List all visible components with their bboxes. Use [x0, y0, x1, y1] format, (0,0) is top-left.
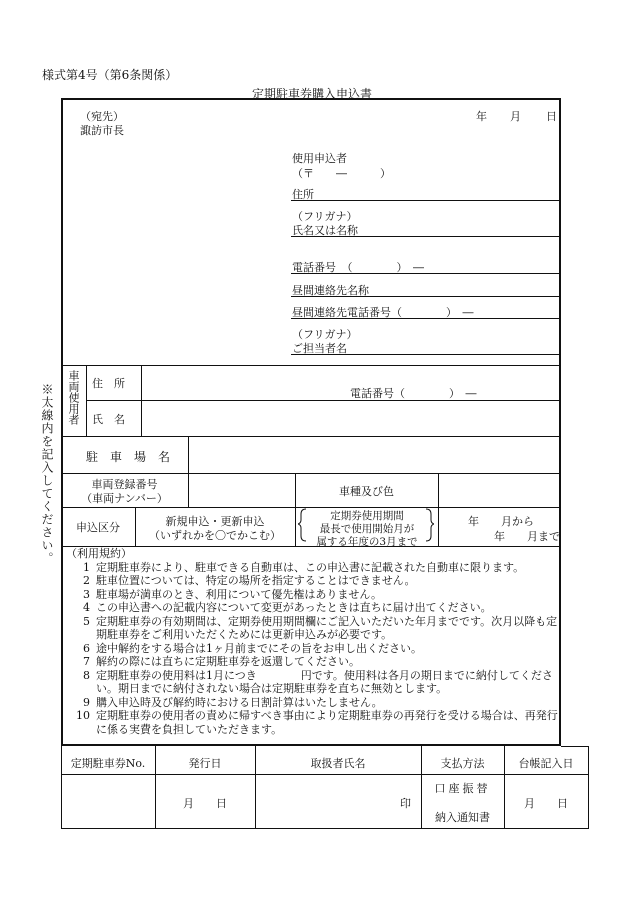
- addressee: 諏訪市長: [80, 124, 124, 137]
- side-note: ※太線内を記入してください。: [40, 383, 54, 565]
- term-number: 9: [83, 695, 90, 709]
- day-phone-field[interactable]: 昼間連絡先電話番号（ ） ―: [292, 306, 474, 319]
- term-item: [66, 709, 558, 736]
- date-month: 月: [510, 110, 521, 123]
- period-to-field[interactable]: 年 月まで: [494, 530, 560, 543]
- office-row-line: [561, 746, 589, 747]
- office-payment-notice: 納入通知書: [435, 811, 490, 824]
- col-line: [438, 473, 439, 507]
- period-line-2: 最長で使用開始月が: [319, 523, 415, 535]
- date-day: 日: [546, 110, 557, 123]
- furigana-label: （フリガナ）: [292, 210, 358, 223]
- term-item: [66, 615, 558, 642]
- term-text: 購入申込時及び解約時における日割計算はいたしません。: [96, 695, 383, 709]
- office-header-handler: 取扱者氏名: [310, 757, 366, 770]
- day-contact-underline: [291, 296, 561, 297]
- office-seal: 印: [400, 797, 411, 810]
- address-field[interactable]: 住所: [292, 188, 314, 201]
- office-payment-transfer: 口座振替: [434, 782, 491, 795]
- term-item: [66, 588, 558, 602]
- col-line: [438, 507, 439, 546]
- page-title: 定期駐車券購入申込書: [252, 87, 373, 101]
- contact-furigana-label: （フリガナ）: [292, 328, 358, 341]
- address-underline: [291, 200, 561, 201]
- col-line: [188, 473, 189, 507]
- application-option[interactable]: 新規申込・更新申込: [165, 515, 265, 528]
- vehicle-user-name-label: 氏 名: [92, 413, 125, 426]
- term-item: [66, 669, 558, 696]
- term-number: 3: [83, 587, 90, 601]
- term-number: 5: [83, 614, 90, 628]
- vehicle-reg-label: 車両登録番号: [91, 478, 158, 491]
- row-line: [86, 400, 561, 401]
- day-phone-underline: [291, 318, 561, 319]
- row-line: [61, 365, 561, 366]
- office-row-line: [61, 774, 589, 775]
- vehicle-user-label: 車両使用者: [67, 370, 80, 425]
- office-header-ledger: 台帳記入日: [518, 757, 574, 770]
- vehicle-type-color-label: 車種及び色: [339, 485, 394, 498]
- col-line: [295, 507, 296, 546]
- term-number: 1: [83, 560, 90, 574]
- term-text: 定期駐車券の使用者の責めに帰すべき事由により定期駐車券の再発行を受ける場合は、再発行に係る実費を負担していただきます。: [96, 709, 558, 736]
- row-line: [61, 473, 561, 474]
- form-number: 様式第4号（第6条関係）: [42, 68, 178, 82]
- postal-field[interactable]: （〒 ― ）: [292, 167, 391, 180]
- day-contact-field[interactable]: 昼間連絡先名称: [292, 284, 369, 297]
- period-from-field[interactable]: 年 月から: [468, 515, 534, 528]
- term-text: この申込書への記載内容について変更があったときは直ちに届け出てください。: [96, 601, 492, 614]
- office-header-payment: 支払方法: [440, 757, 485, 770]
- term-item: [66, 655, 558, 669]
- contact-person-underline: [291, 354, 561, 355]
- term-text: 駐車場が満車のとき、利用について優先権はありません。: [96, 587, 382, 601]
- term-number: 6: [83, 641, 90, 655]
- name-field[interactable]: 氏名又は名称: [292, 224, 358, 237]
- term-item: [66, 642, 558, 656]
- term-number: 7: [83, 655, 90, 668]
- contact-person-field[interactable]: ご担当者名: [292, 342, 347, 355]
- col-line: [188, 436, 189, 473]
- term-number: 8: [83, 668, 90, 682]
- term-item: [66, 561, 558, 575]
- term-number: 2: [83, 574, 90, 587]
- phone-field[interactable]: 電話番号 （ ） ―: [292, 261, 424, 274]
- vehicle-user-address-label: 住 所: [92, 377, 125, 390]
- col-line: [141, 365, 142, 436]
- term-item: [66, 696, 558, 710]
- col-line: [86, 365, 87, 436]
- office-issue-date: 月 日: [183, 797, 227, 810]
- term-text: 解約の際には直ちに定期駐車券を返還してください。: [96, 655, 360, 668]
- phone-underline: [291, 273, 561, 274]
- term-text: 途中解約をする場合は1ヶ月前までにその旨をお申し出ください。: [96, 641, 422, 655]
- period-line-1: 定期券使用期間: [330, 510, 404, 522]
- addressee-label: （宛先）: [80, 110, 124, 123]
- application-option-sub: （いずれかを〇でかこむ）: [149, 529, 281, 542]
- term-number: 10: [76, 709, 90, 722]
- term-text: 定期駐車券により、駐車できる自動車は、この申込書に記載された自動車に限ります。: [96, 560, 525, 574]
- terms-section: [66, 547, 558, 736]
- date-year: 年: [476, 110, 487, 123]
- term-item: [66, 574, 558, 588]
- vehicle-reg-sub: （車両ナンバー）: [81, 492, 168, 505]
- office-header-issue-date: 発行日: [188, 757, 222, 770]
- application-type-label: 申込区分: [76, 521, 120, 534]
- vehicle-user-phone-field[interactable]: 電話番号（ ） ―: [350, 387, 477, 400]
- terms-heading: （利用規約）: [66, 547, 132, 560]
- name-underline: [291, 236, 561, 237]
- period-line-3: 属する年度の3月まで: [316, 536, 418, 548]
- office-col-line: [588, 746, 589, 828]
- office-header-ticket-no: 定期駐車券No.: [70, 757, 146, 770]
- applicant-heading: 使用申込者: [292, 152, 347, 165]
- term-text: 定期駐車券の使用料は1月につき 円です。使用料は各月の期日までに納付してください。期日までに納付されない場合は定期駐車券を直ちに無効とします。: [96, 668, 553, 695]
- office-ledger-date: 月 日: [524, 797, 568, 810]
- term-item: [66, 601, 558, 615]
- term-text: 駐車位置については、特定の場所を指定することはできません。: [96, 574, 416, 587]
- term-number: 4: [83, 601, 90, 614]
- term-text: 定期駐車券の有効期間は、定期券使用期間欄にご記入いただいた年月までです。次月以降も定期駐車券をご利用いただくためには更新申込みが必要です。: [96, 614, 558, 641]
- row-line: [61, 436, 561, 437]
- parking-lot-label: 駐 車 場 名: [86, 450, 171, 464]
- office-row-line: [61, 828, 589, 829]
